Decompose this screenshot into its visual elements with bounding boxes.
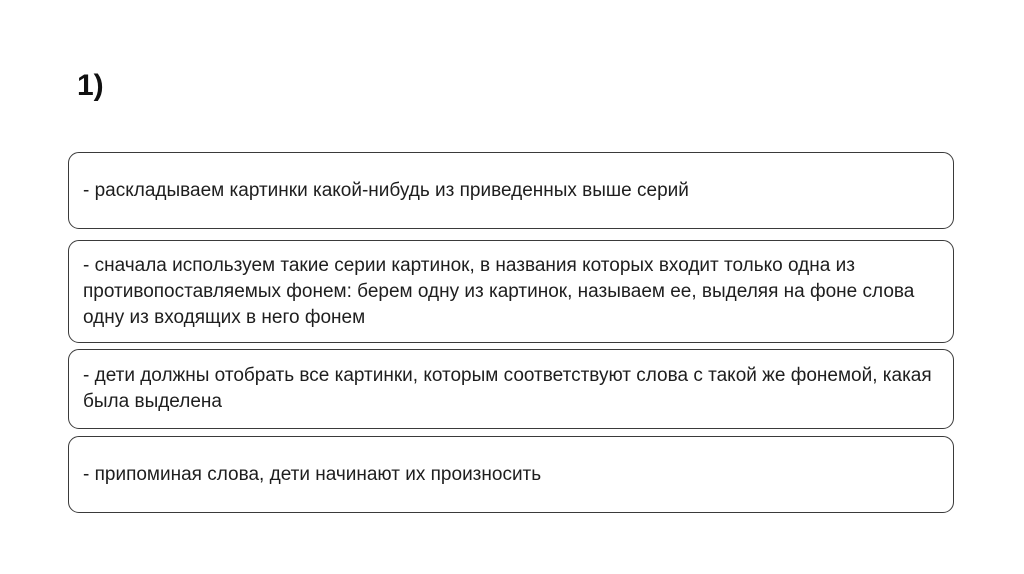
slide-title: 1) xyxy=(77,69,104,102)
step-text-1: - раскладываем картинки какой-нибудь из приведенных выше серий xyxy=(83,179,689,201)
step-text-2: - сначала используем такие серии картинок, в названия которых входит только одна из противопоставляемых фонем: берем одну из картинок, называем ее, выделяя на фоне слова одну из входящих в него фонем xyxy=(83,254,915,328)
step-box-1 xyxy=(68,152,954,229)
step-box-2 xyxy=(68,240,954,343)
step-box-3 xyxy=(68,349,954,429)
step-box-4 xyxy=(68,436,954,513)
step-text-3: - дети должны отобрать все картинки, которым соответствуют слова с такой же фонемой, какая была выделена xyxy=(83,365,932,412)
step-text-4: - припоминая слова, дети начинают их произносить xyxy=(83,463,542,485)
